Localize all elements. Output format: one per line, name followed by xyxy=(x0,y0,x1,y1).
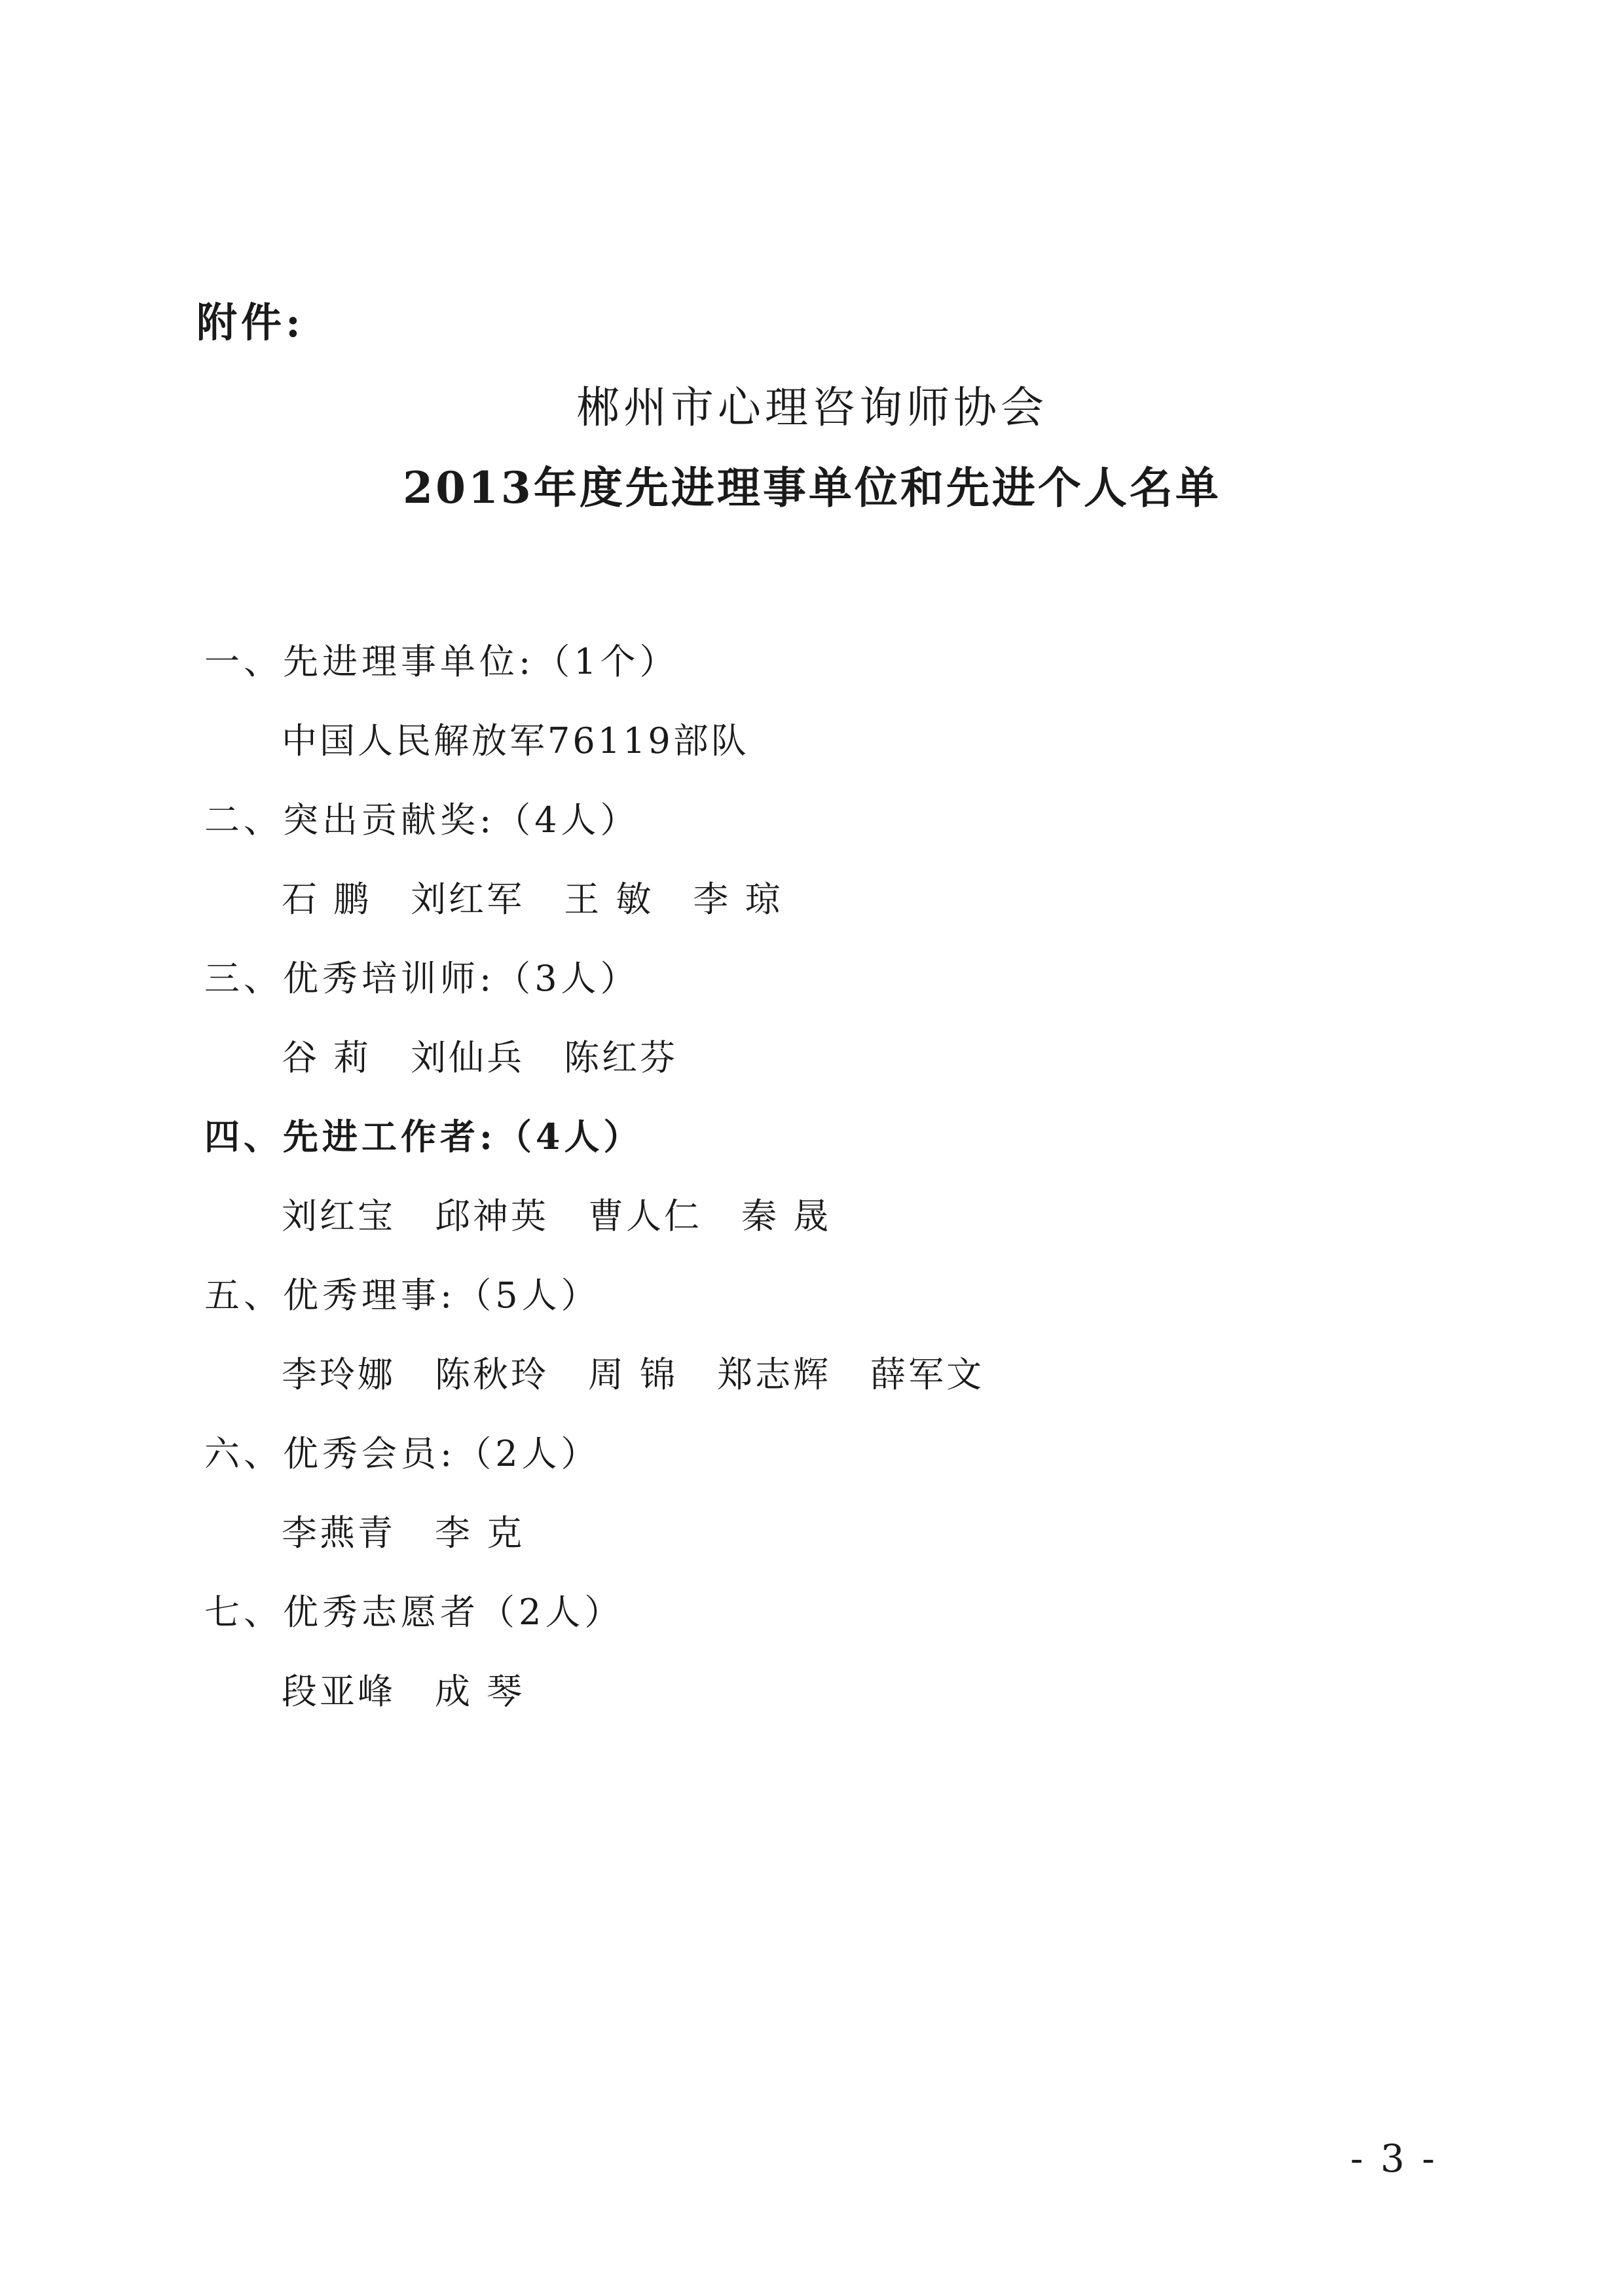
section-excellent-trainer xyxy=(204,939,1449,1097)
document-title-line-1: 郴州市心理咨询师协会 xyxy=(576,382,1048,433)
section-advanced-worker xyxy=(204,1097,1449,1256)
section-outstanding-contribution xyxy=(204,780,1449,939)
list-item: 刘仙兵 xyxy=(411,1037,525,1078)
list-item: 中国人民解放军76119部队 xyxy=(282,720,749,761)
document-title-line-2: 2013年度先进理事单位和先进个人名单 xyxy=(403,462,1221,513)
section-excellent-member xyxy=(204,1414,1449,1573)
list-item: 石 鹏 xyxy=(282,879,372,920)
list-item: 李 克 xyxy=(435,1512,525,1554)
section-advanced-unit xyxy=(204,622,1449,780)
list-item: 郑志辉 xyxy=(717,1354,832,1395)
section-entries xyxy=(204,1652,1449,1731)
list-item: 成 琴 xyxy=(435,1671,525,1712)
section-entries xyxy=(204,1335,1449,1414)
award-sections xyxy=(204,622,1449,1731)
section-entries xyxy=(204,860,1449,939)
section-heading: 一、先进理事单位:（1个） xyxy=(204,641,679,682)
section-entries xyxy=(204,1493,1449,1573)
section-entries xyxy=(204,701,1449,780)
section-heading: 二、突出贡献奖:（4人） xyxy=(204,799,640,841)
section-heading: 五、优秀理事:（5人） xyxy=(204,1275,600,1316)
list-item: 刘红宝 xyxy=(282,1195,396,1237)
list-item: 曹人仁 xyxy=(588,1195,702,1237)
section-excellent-volunteer xyxy=(204,1573,1449,1731)
attachment-label: 附件: xyxy=(196,299,304,346)
list-item: 李玲娜 xyxy=(282,1354,396,1395)
section-entries xyxy=(204,1176,1449,1256)
section-heading: 四、先进工作者:（4人） xyxy=(204,1116,643,1157)
section-excellent-director xyxy=(204,1256,1449,1414)
list-item: 周 锦 xyxy=(588,1354,678,1395)
list-item: 薛军文 xyxy=(870,1354,985,1395)
section-heading: 六、优秀会员:（2人） xyxy=(204,1433,600,1474)
list-item: 邱神英 xyxy=(435,1195,549,1237)
list-item: 陈红芬 xyxy=(564,1037,678,1078)
list-item: 刘红军 xyxy=(411,879,525,920)
section-entries xyxy=(204,1018,1449,1097)
list-item: 谷 莉 xyxy=(282,1037,372,1078)
section-heading: 三、优秀培训师:（3人） xyxy=(204,958,640,999)
list-item: 王 敏 xyxy=(564,879,654,920)
list-item: 李 琼 xyxy=(693,879,783,920)
section-heading: 七、优秀志愿者（2人） xyxy=(204,1592,624,1633)
list-item: 秦 晟 xyxy=(741,1195,832,1237)
list-item: 陈秋玲 xyxy=(435,1354,549,1395)
list-item: 段亚峰 xyxy=(282,1671,396,1712)
page-number: - 3 - xyxy=(1350,2136,1437,2181)
list-item: 李燕青 xyxy=(282,1512,396,1554)
